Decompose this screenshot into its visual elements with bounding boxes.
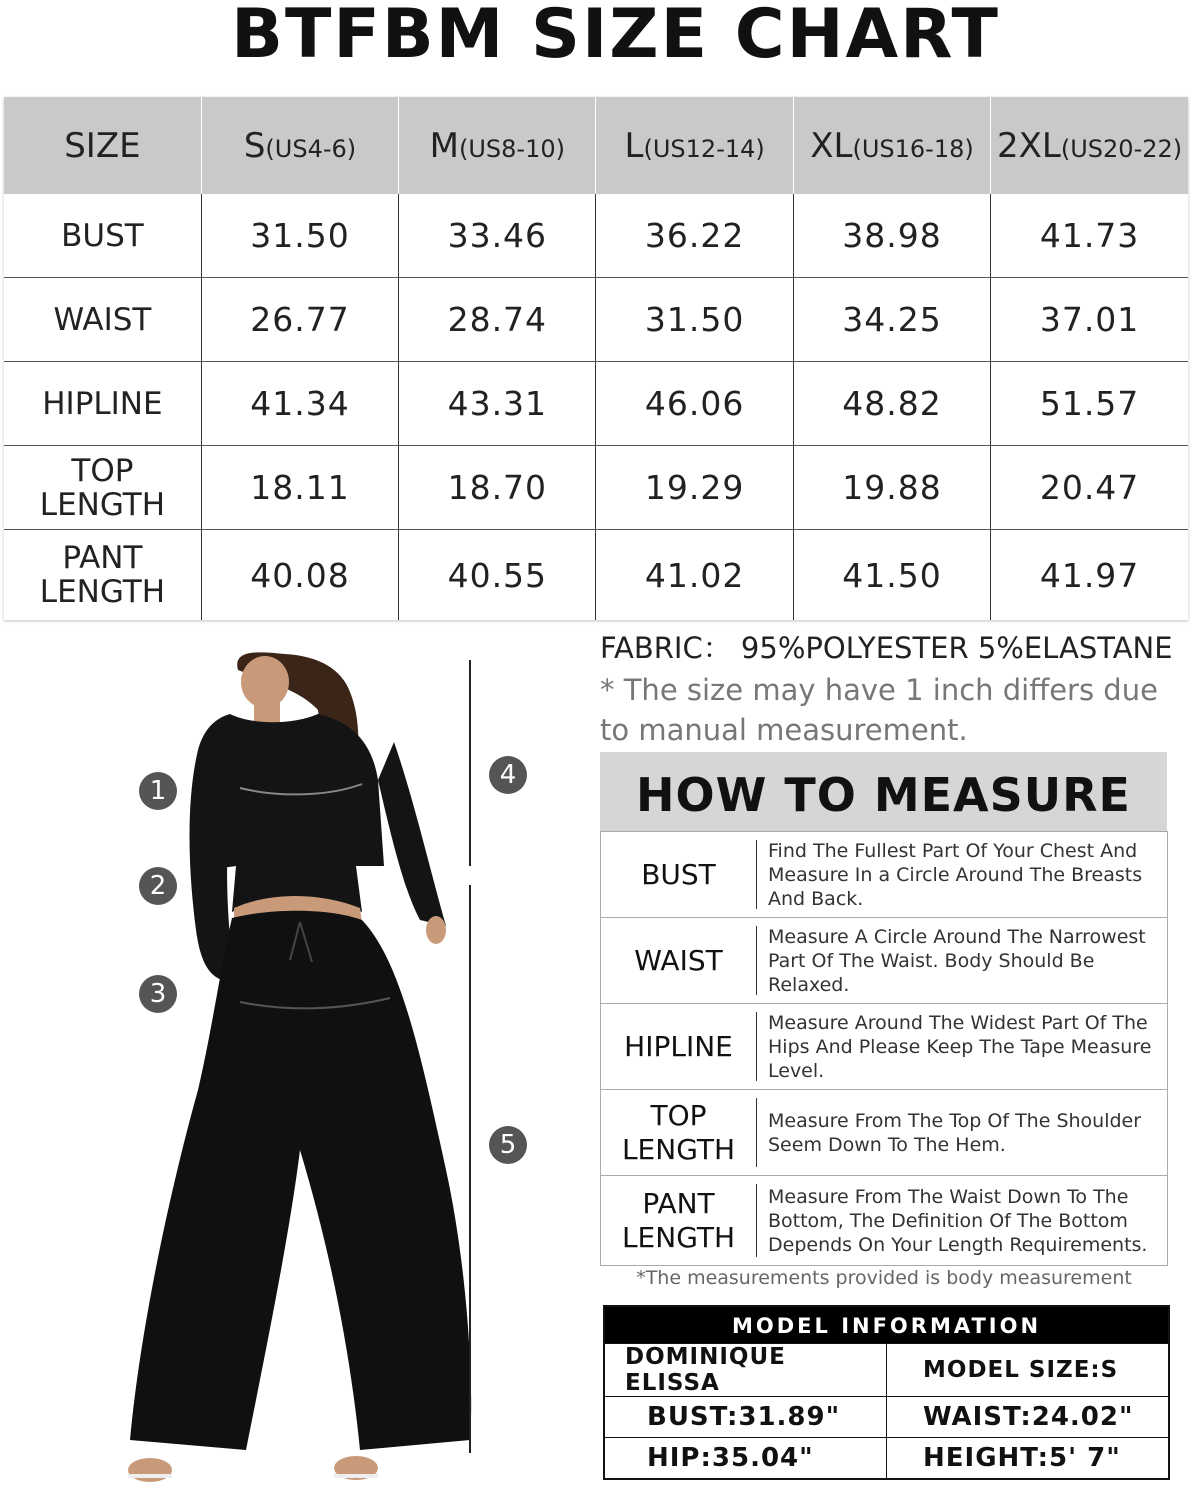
divider (756, 1184, 757, 1257)
row-label-line1: PANT (62, 540, 143, 576)
model-info-table (605, 1343, 1168, 1478)
size-sub: (US12-14) (643, 134, 765, 163)
table-cell: 18.11 (201, 446, 398, 530)
table-cell: 41.50 (793, 530, 990, 621)
size-main: S (243, 125, 266, 166)
table-row (4, 530, 1188, 621)
measure-desc-text: Measure From The Waist Down To The Bottom, The Definition Of The Bottom Depends On Your Length Requirements. (768, 1185, 1148, 1256)
measure-label-line1: PANT (642, 1186, 715, 1220)
marker-5: 5 (489, 1126, 527, 1164)
list-item (601, 1004, 1168, 1090)
table-cell: 37.01 (991, 278, 1188, 362)
measure-desc (756, 1004, 1168, 1090)
table-cell: 40.55 (399, 530, 596, 621)
how-to-measure-table (600, 831, 1168, 1266)
table-cell: 19.29 (596, 446, 793, 530)
table-cell: 31.50 (201, 194, 398, 278)
divider (756, 1012, 757, 1081)
measure-desc (756, 1176, 1168, 1266)
divider (756, 1098, 757, 1167)
measure-label-line2: LENGTH (621, 1220, 736, 1254)
table-row (4, 278, 1188, 362)
table-cell: 40.08 (201, 530, 398, 621)
table-cell: 34.25 (793, 278, 990, 362)
table-row (4, 194, 1188, 278)
size-sub: (US4-6) (265, 134, 357, 163)
measure-label-line2: LENGTH (621, 1132, 736, 1166)
size-main: 2XL (997, 125, 1061, 166)
marker-2: 2 (139, 867, 177, 905)
measure-desc-text: Measure Around The Widest Part Of The Hips And Please Keep The Tape Measure Level. (768, 1011, 1152, 1082)
row-label (4, 362, 201, 446)
size-header-m (399, 97, 596, 194)
model-waist: WAIST:24.02" (887, 1397, 1169, 1438)
size-main: XL (810, 125, 853, 166)
measure-label-line1: WAIST (634, 943, 723, 977)
size-header-row (4, 97, 1188, 194)
table-cell: 19.88 (793, 446, 990, 530)
row-label (4, 446, 201, 530)
measure-desc-text: Measure A Circle Around The Narrowest Part Of The Waist. Body Should Be Relaxed. (768, 925, 1146, 996)
measure-desc (756, 832, 1168, 918)
measure-label (601, 1090, 757, 1176)
pant-length-bracket (469, 885, 471, 1453)
table-cell: 41.73 (991, 194, 1188, 278)
model-bust: BUST:31.89" (605, 1397, 887, 1438)
size-sub: (US8-10) (458, 134, 565, 163)
size-sub: (US20-22) (1060, 134, 1183, 163)
model-hip: HIP:35.04" (605, 1438, 887, 1479)
list-item (601, 1176, 1168, 1266)
divider (756, 840, 757, 909)
measure-desc-text: Find The Fullest Part Of Your Chest And Measure In a Circle Around The Breasts And Back. (768, 839, 1143, 910)
table-row (605, 1397, 1168, 1438)
row-label (4, 278, 201, 362)
measure-label (601, 832, 757, 918)
measure-desc (756, 918, 1168, 1004)
table-cell: 20.47 (991, 446, 1188, 530)
table-cell: 36.22 (596, 194, 793, 278)
page-title: BTFBM SIZE CHART (231, 0, 1000, 74)
size-header-label: SIZE (4, 97, 201, 194)
measure-label-line1: BUST (641, 857, 716, 891)
row-label (4, 530, 201, 621)
row-label-line2: LENGTH (39, 574, 166, 610)
row-label-line1: WAIST (53, 301, 152, 338)
model-information (603, 1305, 1170, 1480)
row-label-line1: BUST (61, 217, 144, 254)
table-row (4, 446, 1188, 530)
measure-desc-text: Measure From The Top Of The Shoulder Seem Down To The Hem. (768, 1109, 1142, 1156)
list-item (601, 918, 1168, 1004)
list-item (601, 832, 1168, 918)
model-height: HEIGHT:5' 7" (887, 1438, 1169, 1479)
table-cell: 26.77 (201, 278, 398, 362)
table-cell: 31.50 (596, 278, 793, 362)
size-main: M (429, 125, 459, 166)
row-label-line2: LENGTH (39, 486, 166, 523)
size-header-l (596, 97, 793, 194)
table-cell: 51.57 (991, 362, 1188, 446)
size-chart-table (4, 97, 1188, 620)
table-row (605, 1344, 1168, 1397)
measure-desc (756, 1090, 1168, 1176)
size-header-s (201, 97, 398, 194)
measure-label-line1: TOP (650, 1098, 707, 1132)
table-cell: 33.46 (399, 194, 596, 278)
table-cell: 41.97 (991, 530, 1188, 621)
model-size: MODEL SIZE:S (887, 1344, 1169, 1397)
measure-label (601, 918, 757, 1004)
row-label-line1: HIPLINE (42, 385, 163, 422)
table-cell: 41.34 (201, 362, 398, 446)
size-header-xl (793, 97, 990, 194)
model-info-title: MODEL INFORMATION (605, 1307, 1168, 1343)
top-length-bracket (469, 660, 471, 866)
model-figure (0, 630, 590, 1500)
measure-label-line1: HIPLINE (624, 1029, 733, 1063)
size-sub: (US16-18) (852, 134, 974, 163)
table-row (4, 362, 1188, 446)
divider (756, 926, 757, 995)
table-row (605, 1438, 1168, 1479)
table-cell: 46.06 (596, 362, 793, 446)
row-label-line1: TOP (71, 452, 134, 489)
size-note: * The size may have 1 inch differs due to manual measurement. (600, 673, 1158, 747)
measure-label (601, 1004, 757, 1090)
marker-3: 3 (139, 975, 177, 1013)
row-label (4, 194, 201, 278)
marker-1: 1 (139, 772, 177, 810)
size-main: L (624, 125, 644, 166)
table-cell: 43.31 (399, 362, 596, 446)
marker-4: 4 (489, 756, 527, 794)
table-cell: 48.82 (793, 362, 990, 446)
size-header-2xl (991, 97, 1188, 194)
how-to-measure-title: HOW TO MEASURE (600, 752, 1167, 831)
table-cell: 41.02 (596, 530, 793, 621)
measure-label (601, 1176, 757, 1266)
table-cell: 38.98 (793, 194, 990, 278)
body-measurement-note: *The measurements provided is body measurement (636, 1267, 1132, 1289)
list-item (601, 1090, 1168, 1176)
fabric-info: FABRIC： 95%POLYESTER 5%ELASTANE (600, 631, 1173, 665)
table-cell: 28.74 (399, 278, 596, 362)
table-cell: 18.70 (399, 446, 596, 530)
model-name: DOMINIQUE ELISSA (605, 1344, 887, 1397)
